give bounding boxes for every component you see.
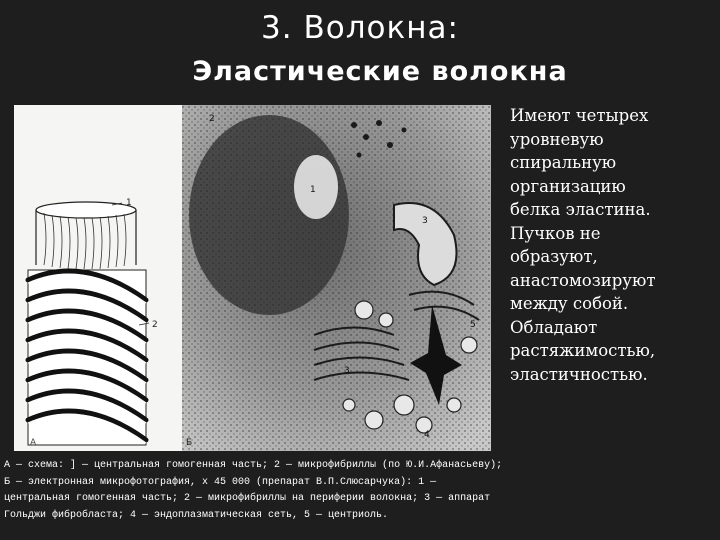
panel-b-micrograph: [182, 105, 491, 451]
description-line: между собой.: [510, 294, 629, 313]
description-line: белка эластина.: [510, 200, 651, 219]
description-line: образуют,: [510, 247, 598, 266]
figure-illustration: [14, 105, 491, 451]
description-line: уровневую: [510, 129, 604, 149]
b-label-3a: 3: [422, 216, 428, 226]
caption-line: Б — электронная микрофотография, х 45 000 (препарат В.П.Слюсарчука): 1 —: [4, 476, 437, 488]
description-line: эластичностью.: [510, 364, 648, 384]
a-label-2: 2: [152, 320, 158, 330]
caption-line: Гольджи фибробласта; 4 — эндоплазматическая сеть, 5 — центриоль.: [4, 509, 389, 521]
description-line: анастомозируют: [510, 270, 656, 290]
description-line: спиральную: [510, 153, 617, 172]
a-label-1: 1: [126, 198, 132, 208]
figure-caption: [4, 458, 716, 524]
caption-line: центральная гомогенная часть; 2 — микрофибриллы на периферии волокна; 3 — аппарат: [4, 493, 491, 504]
caption-line: А — схема: ] — центральная гомогенная часть; 2 — микрофибриллы (по Ю.И.Афанасьеву);: [4, 460, 503, 471]
slide-subtitle: Эластические волокна: [192, 56, 568, 87]
b-label-2: 2: [209, 114, 215, 124]
figure: [14, 105, 491, 451]
description-line: организацию: [510, 176, 626, 196]
b-label-5: 5: [470, 320, 476, 330]
slide-title: 3. Волокна:: [261, 10, 459, 46]
b-label-3b: 3: [344, 366, 350, 376]
description-line: Обладают: [510, 317, 598, 337]
description-line: Пучков не: [510, 223, 601, 243]
panel-b-label: Б: [186, 438, 193, 448]
b-label-4: 4: [424, 430, 430, 440]
b-label-1: 1: [310, 185, 316, 195]
panel-a-schematic: [28, 202, 149, 445]
description-text: [510, 104, 715, 386]
panel-a-label: А: [30, 438, 37, 448]
description-line: Имеют четырех: [510, 106, 649, 125]
description-line: растяжимостью,: [510, 341, 656, 360]
